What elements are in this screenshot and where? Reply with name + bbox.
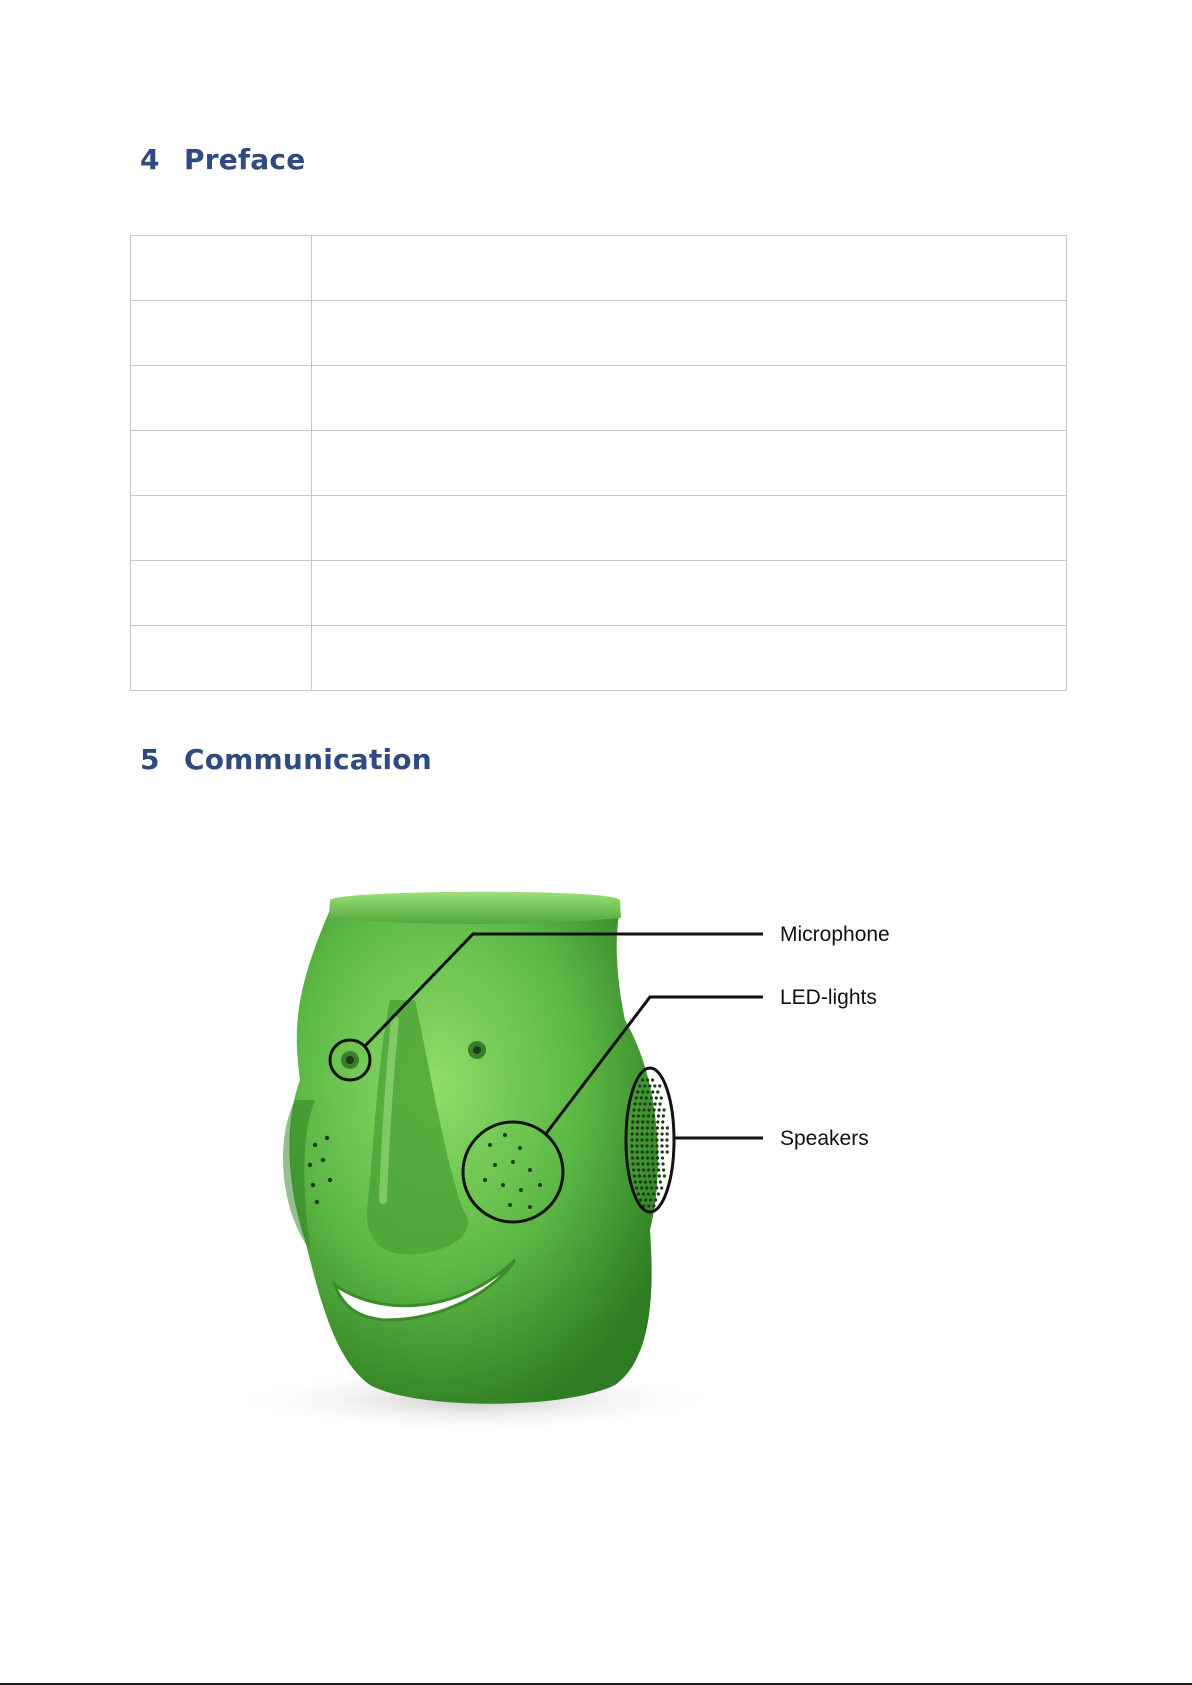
table-cell <box>312 301 1067 366</box>
table-row <box>131 301 1067 366</box>
table-cell <box>312 561 1067 626</box>
device-body <box>289 910 658 1404</box>
table-cell <box>312 236 1067 301</box>
section-title: Communication <box>184 743 432 776</box>
table-cell <box>312 431 1067 496</box>
table-row <box>131 626 1067 691</box>
table-row <box>131 561 1067 626</box>
device-illustration <box>145 880 973 1480</box>
table-row <box>131 236 1067 301</box>
table-row <box>131 366 1067 431</box>
right-eye-pupil <box>473 1046 481 1054</box>
label-led-lights: LED-lights <box>780 986 877 1009</box>
table-cell <box>131 626 312 691</box>
table-row <box>131 431 1067 496</box>
table-cell <box>131 431 312 496</box>
table-row <box>131 496 1067 561</box>
label-speakers: Speakers <box>780 1127 869 1150</box>
device-figure <box>145 880 973 1480</box>
table-cell <box>131 561 312 626</box>
section-title: Preface <box>184 143 306 176</box>
table-cell <box>131 236 312 301</box>
label-microphone: Microphone <box>780 923 890 946</box>
section-heading-preface <box>140 143 305 176</box>
left-eye-pupil <box>346 1056 354 1064</box>
section-number: 5 <box>140 743 160 776</box>
section-heading-communication <box>140 743 432 776</box>
lid <box>329 892 621 924</box>
table-cell <box>312 366 1067 431</box>
section-number: 4 <box>140 143 160 176</box>
preface-table <box>130 235 1067 691</box>
table-cell <box>312 626 1067 691</box>
table-cell <box>131 496 312 561</box>
table-cell <box>131 301 312 366</box>
table-cell <box>131 366 312 431</box>
table-cell <box>312 496 1067 561</box>
